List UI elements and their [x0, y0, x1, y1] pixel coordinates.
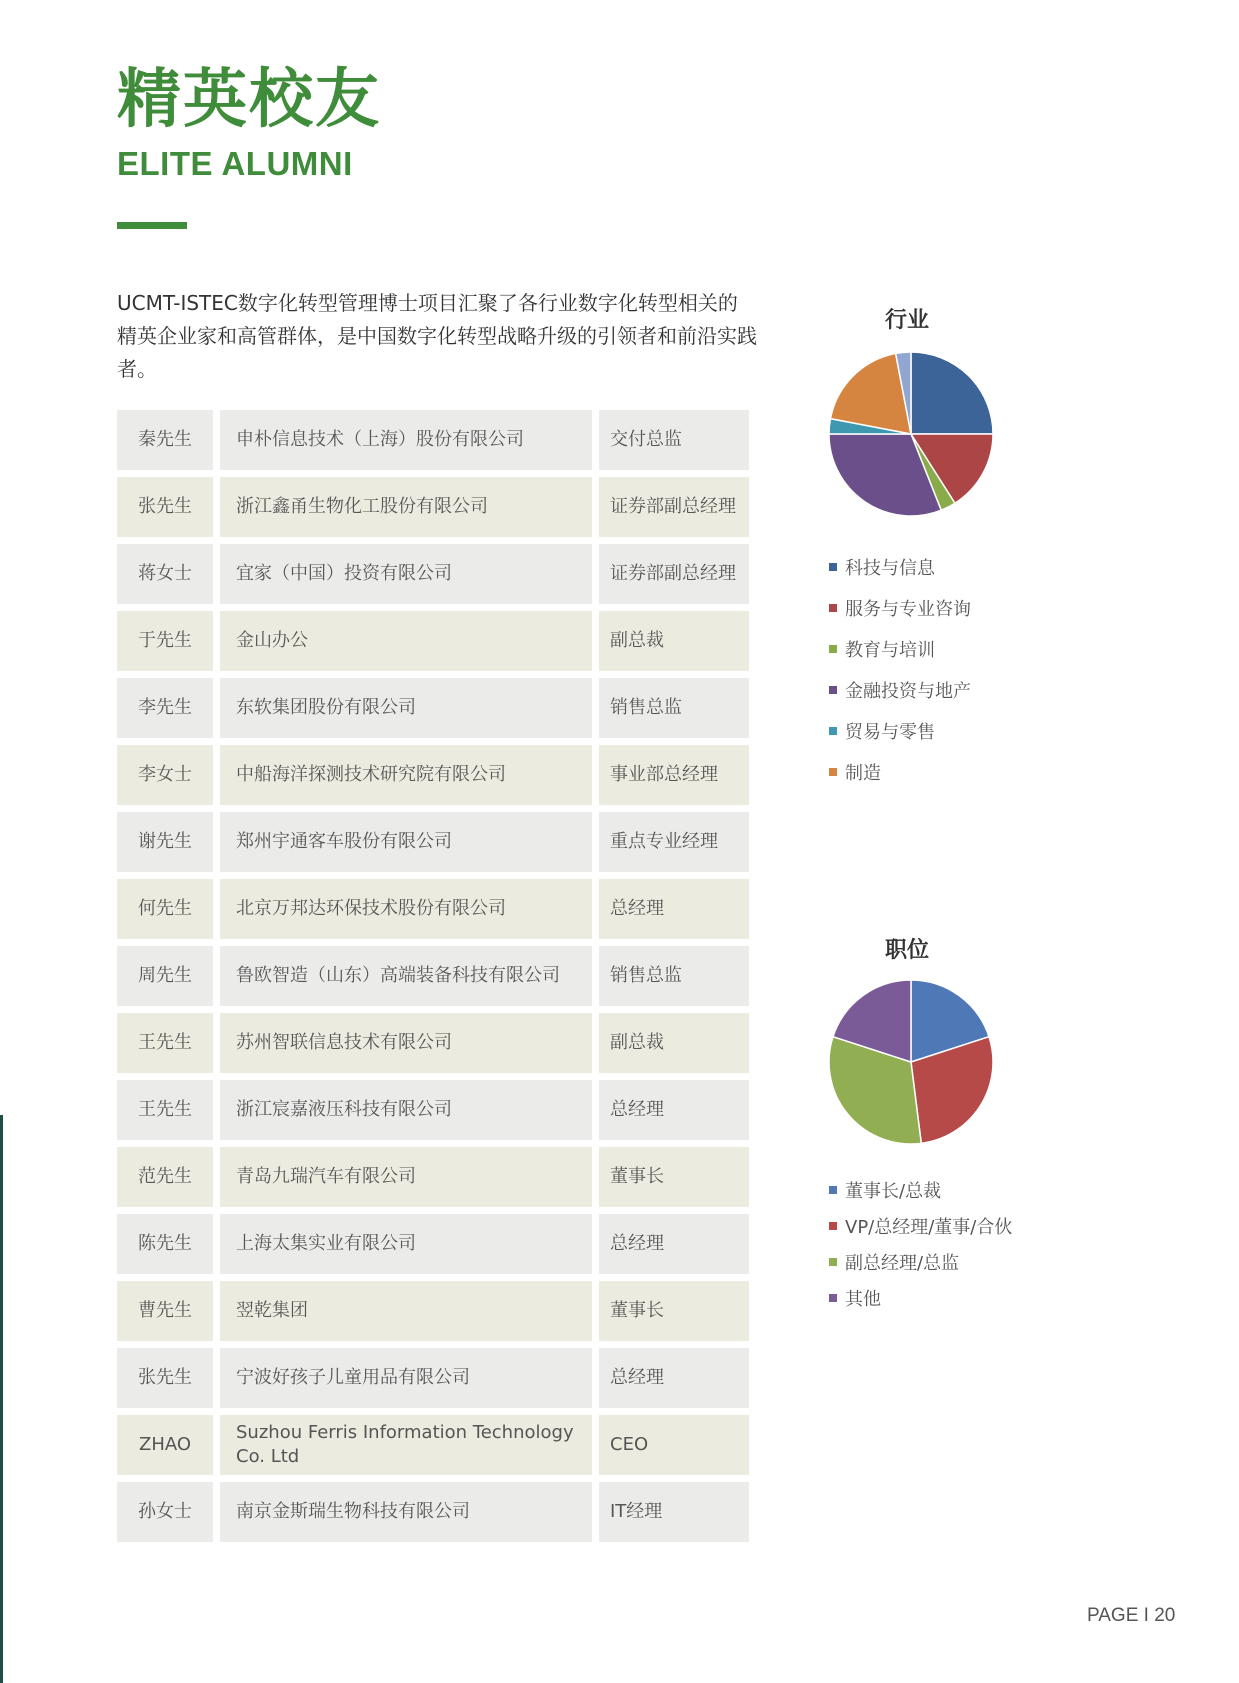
table-row [117, 1348, 749, 1408]
industry-pie-chart [827, 350, 995, 518]
table-row [117, 1281, 749, 1341]
alumni-company-cell: 青岛九瑞汽车有限公司 [220, 1147, 592, 1207]
alumni-title-cell: 副总裁 [599, 1013, 749, 1073]
legend-swatch [829, 727, 837, 735]
alumni-title-cell: 销售总监 [599, 678, 749, 738]
legend-label: 科技与信息 [845, 557, 935, 579]
left-edge-rule [0, 1115, 3, 1683]
alumni-name-cell: 范先生 [117, 1147, 213, 1207]
legend-label: 教育与培训 [845, 639, 935, 661]
legend-label: 制造 [845, 762, 881, 784]
legend-item [829, 751, 971, 792]
alumni-title-cell: 总经理 [599, 879, 749, 939]
position-legend [829, 1172, 1012, 1316]
legend-label: 贸易与零售 [845, 721, 935, 743]
legend-label: 其他 [845, 1289, 881, 1310]
table-row [117, 1482, 749, 1542]
industry-chart-title: 行业 [884, 308, 929, 333]
alumni-title-cell: 销售总监 [599, 946, 749, 1006]
alumni-company-cell: 金山办公 [220, 611, 592, 671]
alumni-company-cell: 上海太集实业有限公司 [220, 1214, 592, 1274]
alumni-company-cell: 东软集团股份有限公司 [220, 678, 592, 738]
legend-swatch [829, 1294, 837, 1302]
legend-item [829, 1280, 1012, 1316]
alumni-name-cell: 于先生 [117, 611, 213, 671]
alumni-company-cell: 浙江宸嘉液压科技有限公司 [220, 1080, 592, 1140]
alumni-company-cell: 浙江鑫甬生物化工股份有限公司 [220, 477, 592, 537]
alumni-title-cell: 重点专业经理 [599, 812, 749, 872]
legend-swatch [829, 686, 837, 694]
legend-item [829, 587, 971, 628]
alumni-title-cell: 证券部副总经理 [599, 477, 749, 537]
alumni-title-cell: 董事长 [599, 1147, 749, 1207]
legend-swatch [829, 645, 837, 653]
alumni-title-cell: 总经理 [599, 1080, 749, 1140]
alumni-name-cell: 王先生 [117, 1013, 213, 1073]
position-chart-title: 职位 [884, 938, 929, 963]
table-row [117, 1214, 749, 1274]
intro-paragraph: UCMT-ISTEC数字化转型管理博士项目汇聚了各行业数字化转型相关的精英企业家和高管群体，是中国数字化转型战略升级的引领者和前沿实践者。 [117, 291, 757, 381]
legend-item [829, 1172, 1012, 1208]
alumni-name-cell: 张先生 [117, 1348, 213, 1408]
alumni-title-cell: 总经理 [599, 1348, 749, 1408]
legend-swatch [829, 1222, 837, 1230]
alumni-name-cell: ZHAO [117, 1415, 213, 1475]
table-row [117, 1415, 749, 1475]
legend-item [829, 1244, 1012, 1280]
alumni-name-cell: 谢先生 [117, 812, 213, 872]
alumni-title-cell: 董事长 [599, 1281, 749, 1341]
table-row [117, 678, 749, 738]
table-row [117, 477, 749, 537]
alumni-title-cell: IT经理 [599, 1482, 749, 1542]
title-underline [117, 222, 187, 229]
table-row [117, 544, 749, 604]
legend-label: 服务与专业咨询 [845, 598, 971, 620]
alumni-name-cell: 王先生 [117, 1080, 213, 1140]
alumni-company-cell: 郑州宇通客车股份有限公司 [220, 812, 592, 872]
table-row [117, 946, 749, 1006]
alumni-title-cell: CEO [599, 1415, 749, 1475]
legend-item [829, 710, 971, 751]
legend-label: 董事长/总裁 [845, 1181, 942, 1202]
position-pie-chart [827, 978, 995, 1146]
alumni-title-cell: 副总裁 [599, 611, 749, 671]
alumni-title-cell: 证券部副总经理 [599, 544, 749, 604]
page-title: 精英校友 [117, 63, 381, 137]
alumni-name-cell: 李先生 [117, 678, 213, 738]
alumni-title-cell: 事业部总经理 [599, 745, 749, 805]
table-row [117, 879, 749, 939]
legend-item [829, 546, 971, 587]
alumni-company-cell: 翌乾集团 [220, 1281, 592, 1341]
alumni-title-cell: 总经理 [599, 1214, 749, 1274]
alumni-company-cell: 南京金斯瑞生物科技有限公司 [220, 1482, 592, 1542]
alumni-name-cell: 曹先生 [117, 1281, 213, 1341]
legend-label: 副总经理/总监 [845, 1253, 960, 1274]
alumni-name-cell: 陈先生 [117, 1214, 213, 1274]
table-row [117, 1147, 749, 1207]
alumni-company-cell: 申朴信息技术（上海）股份有限公司 [220, 410, 592, 470]
alumni-table [117, 410, 749, 1549]
table-row [117, 1080, 749, 1140]
alumni-name-cell: 何先生 [117, 879, 213, 939]
legend-item [829, 669, 971, 710]
legend-item [829, 628, 971, 669]
alumni-name-cell: 秦先生 [117, 410, 213, 470]
table-row [117, 410, 749, 470]
legend-swatch [829, 768, 837, 776]
legend-label: VP/总经理/董事/合伙 [845, 1217, 1013, 1238]
alumni-name-cell: 蒋女士 [117, 544, 213, 604]
alumni-name-cell: 李女士 [117, 745, 213, 805]
legend-swatch [829, 604, 837, 612]
alumni-name-cell: 周先生 [117, 946, 213, 1006]
legend-swatch [829, 1258, 837, 1266]
pie-slice-0-0 [911, 352, 993, 434]
alumni-company-cell: 北京万邦达环保技术股份有限公司 [220, 879, 592, 939]
legend-label: 金融投资与地产 [845, 680, 971, 702]
alumni-company-cell: 宜家（中国）投资有限公司 [220, 544, 592, 604]
legend-swatch [829, 1186, 837, 1194]
industry-legend [829, 546, 971, 792]
table-row [117, 812, 749, 872]
alumni-company-cell: Suzhou Ferris Information Technology Co. Ltd [220, 1415, 592, 1475]
legend-item [829, 1208, 1012, 1244]
table-row [117, 611, 749, 671]
page-subtitle: ELITE ALUMNI [117, 145, 353, 182]
table-row [117, 1013, 749, 1073]
table-row [117, 745, 749, 805]
page-number: PAGE I 20 [1087, 1605, 1176, 1626]
alumni-name-cell: 孙女士 [117, 1482, 213, 1542]
legend-swatch [829, 563, 837, 571]
alumni-company-cell: 苏州智联信息技术有限公司 [220, 1013, 592, 1073]
alumni-title-cell: 交付总监 [599, 410, 749, 470]
alumni-company-cell: 中船海洋探测技术研究院有限公司 [220, 745, 592, 805]
alumni-company-cell: 宁波好孩子儿童用品有限公司 [220, 1348, 592, 1408]
alumni-name-cell: 张先生 [117, 477, 213, 537]
alumni-company-cell: 鲁欧智造（山东）高端装备科技有限公司 [220, 946, 592, 1006]
